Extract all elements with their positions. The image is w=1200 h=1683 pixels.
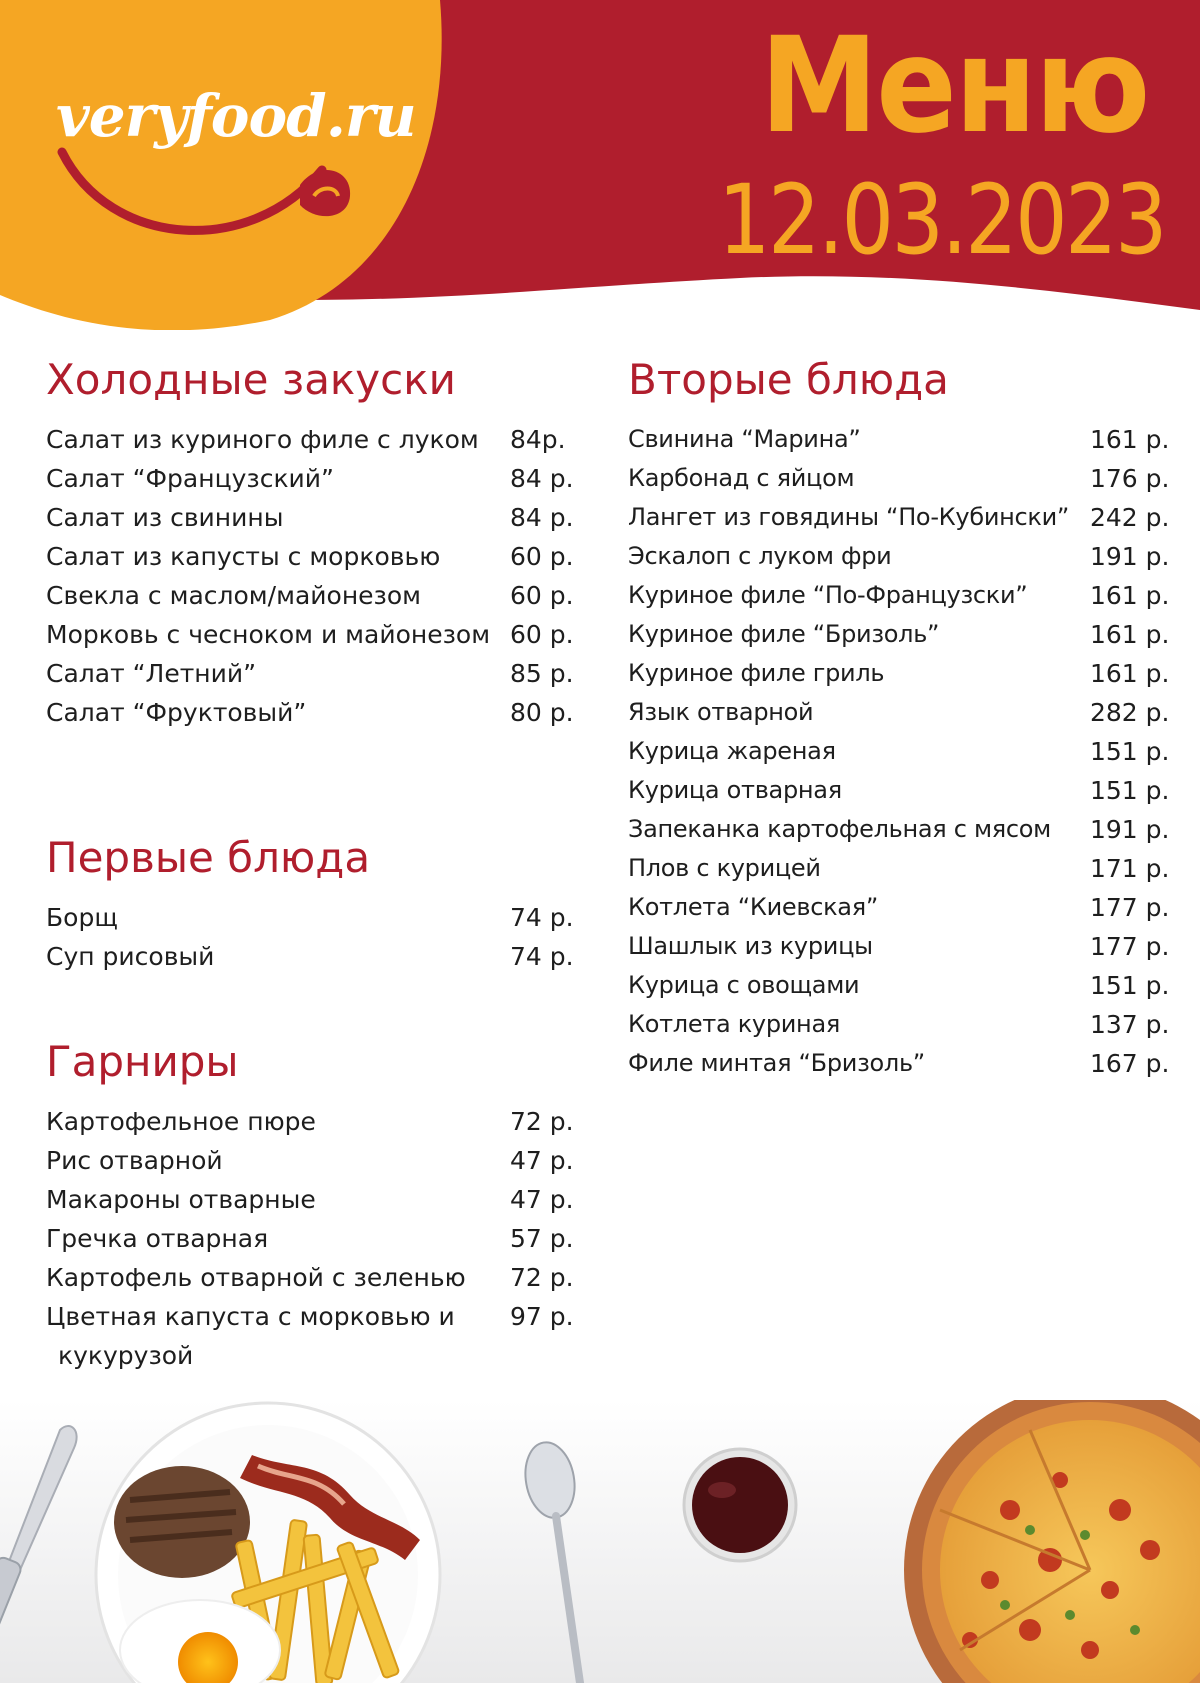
item-price: 74 р. <box>510 903 574 933</box>
menu-item <box>628 459 1168 498</box>
item-price: 60 р. <box>510 620 574 650</box>
menu-item <box>628 1044 1168 1083</box>
section-title: Первые блюда <box>46 833 371 882</box>
item-name: Филе минтая “Бризоль” <box>628 1049 925 1078</box>
menu-item <box>46 1180 572 1219</box>
section-sides <box>46 1037 574 1375</box>
item-price: 161 р. <box>1090 659 1170 689</box>
item-name: Куриное филе “По-Французски” <box>628 581 1028 610</box>
item-price: 282 р. <box>1090 698 1170 728</box>
item-price: 177 р. <box>1090 932 1170 962</box>
item-price: 84 р. <box>510 503 574 533</box>
menu-item <box>628 810 1168 849</box>
menu-item <box>46 654 572 693</box>
section-main-courses <box>628 355 1170 1083</box>
item-name: Запеканка картофельная с мясом <box>628 815 1051 844</box>
menu-item <box>628 537 1168 576</box>
item-price: 47 р. <box>510 1185 574 1215</box>
item-price: 97 р. <box>510 1302 574 1332</box>
item-name: Гречка отварная <box>46 1224 269 1254</box>
menu-item <box>46 1258 572 1297</box>
item-name: Борщ <box>46 903 118 933</box>
menu-item <box>46 1297 572 1375</box>
item-price: 191 р. <box>1090 542 1170 572</box>
section-cold-snacks <box>46 355 574 732</box>
item-name: Курица с овощами <box>628 971 860 1000</box>
item-name-continuation: кукурузой <box>58 1341 194 1371</box>
item-price: 151 р. <box>1090 971 1170 1001</box>
item-name: Котлета “Киевская” <box>628 893 878 922</box>
item-price: 80 р. <box>510 698 574 728</box>
item-price: 57 р. <box>510 1224 574 1254</box>
item-name: Салат “Французский” <box>46 464 334 494</box>
menu-item <box>628 849 1168 888</box>
item-name: Суп рисовый <box>46 942 215 972</box>
menu-item <box>628 888 1168 927</box>
menu-item <box>46 537 572 576</box>
item-name: Макароны отварные <box>46 1185 316 1215</box>
item-name: Салат из свинины <box>46 503 284 533</box>
menu-item <box>46 898 572 937</box>
menu-item <box>46 1102 572 1141</box>
item-name <box>46 1297 510 1375</box>
item-price: 72 р. <box>510 1107 574 1137</box>
item-name: Салат “Летний” <box>46 659 257 689</box>
item-name: Салат из капусты с морковью <box>46 542 441 572</box>
item-price: 60 р. <box>510 581 574 611</box>
item-price: 84 р. <box>510 464 574 494</box>
item-price: 171 р. <box>1090 854 1170 884</box>
section-title: Гарниры <box>46 1037 239 1086</box>
menu-item <box>628 615 1168 654</box>
item-price: 85 р. <box>510 659 574 689</box>
item-price: 47 р. <box>510 1146 574 1176</box>
item-price: 72 р. <box>510 1263 574 1293</box>
item-price: 74 р. <box>510 942 574 972</box>
item-name: Шашлык из курицы <box>628 932 873 961</box>
item-price: 242 р. <box>1090 503 1170 533</box>
item-name: Свинина “Марина” <box>628 425 861 454</box>
menu-item <box>628 927 1168 966</box>
menu-item <box>628 771 1168 810</box>
logo: veryfood.ru <box>56 82 416 150</box>
item-name: Котлета куриная <box>628 1010 840 1039</box>
item-name: Куриное филе гриль <box>628 659 885 688</box>
page-title: Меню <box>760 9 1149 163</box>
item-name: Язык отварной <box>628 698 814 727</box>
menu-item <box>46 498 572 537</box>
item-price: 137 р. <box>1090 1010 1170 1040</box>
glass-icon <box>684 1449 796 1561</box>
item-price: 161 р. <box>1090 581 1170 611</box>
menu-item <box>628 966 1168 1005</box>
menu-item <box>46 459 572 498</box>
menu-date: 12.03.2023 <box>718 164 1165 276</box>
item-price: 167 р. <box>1090 1049 1170 1079</box>
menu-item <box>46 576 572 615</box>
item-price: 84р. <box>510 425 566 455</box>
item-name: Карбонад с яйцом <box>628 464 855 493</box>
item-name: Салат из куриного филе с луком <box>46 425 479 455</box>
item-name: Куриное филе “Бризоль” <box>628 620 940 649</box>
item-price: 151 р. <box>1090 737 1170 767</box>
item-price: 151 р. <box>1090 776 1170 806</box>
item-name: Плов с курицей <box>628 854 821 883</box>
menu-item <box>628 420 1168 459</box>
item-name: Курица жареная <box>628 737 836 766</box>
item-price: 177 р. <box>1090 893 1170 923</box>
menu-item <box>46 1141 572 1180</box>
menu-item <box>628 732 1168 771</box>
food-photo-footer <box>0 1400 1200 1683</box>
food-illustration <box>0 1400 1200 1683</box>
section-first-courses <box>46 833 574 976</box>
menu-item <box>628 498 1168 537</box>
item-name: Морковь с чесноком и майонезом <box>46 620 491 650</box>
menu-item <box>628 654 1168 693</box>
item-name: Салат “Фруктовый” <box>46 698 307 728</box>
item-price: 191 р. <box>1090 815 1170 845</box>
item-price: 176 р. <box>1090 464 1170 494</box>
menu-item <box>46 1219 572 1258</box>
menu-item <box>628 693 1168 732</box>
item-price: 161 р. <box>1090 425 1170 455</box>
item-price: 161 р. <box>1090 620 1170 650</box>
item-name: Свекла с маслом/майонезом <box>46 581 421 611</box>
item-price: 60 р. <box>510 542 574 572</box>
item-name: Картофельное пюре <box>46 1107 316 1137</box>
menu-item <box>46 937 572 976</box>
item-name: Рис отварной <box>46 1146 223 1176</box>
menu-item <box>46 420 572 459</box>
section-title: Вторые блюда <box>628 355 949 404</box>
item-name: Курица отварная <box>628 776 842 805</box>
item-name: Лангет из говядины “По-Кубински” <box>628 503 1070 532</box>
menu-item <box>46 693 572 732</box>
item-name: Картофель отварной с зеленью <box>46 1263 466 1293</box>
item-name-line: Цветная капуста с морковью и <box>46 1302 455 1332</box>
item-name: Эскалоп с луком фри <box>628 542 892 571</box>
menu-item <box>46 615 572 654</box>
menu-item <box>628 576 1168 615</box>
menu-item <box>628 1005 1168 1044</box>
section-title: Холодные закуски <box>46 355 456 404</box>
header <box>0 0 1200 330</box>
